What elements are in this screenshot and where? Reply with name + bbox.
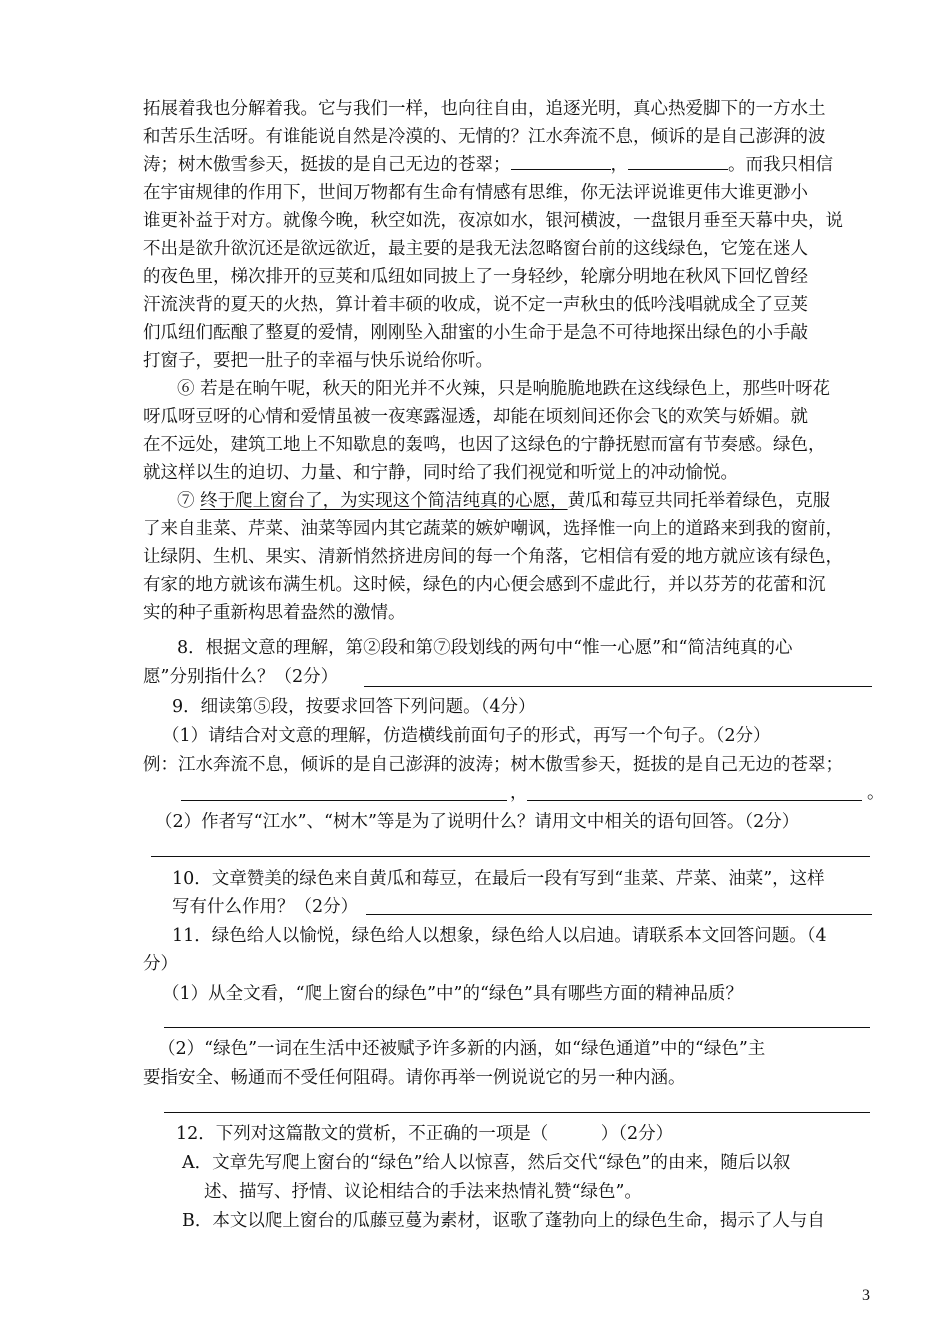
question-9: 9．细读第⑤段，按要求回答下列问题。（4分） bbox=[172, 697, 536, 717]
para6-line: 呀瓜呀豆呀的心情和爱情虽被一夜寒露湿透，却能在顷刻间还你会飞的欢笑与娇媚。就 bbox=[143, 407, 808, 427]
answer-line[interactable] bbox=[364, 686, 872, 687]
para7-text: 黄瓜和莓豆共同托举着绿色，克服 bbox=[567, 491, 831, 511]
para5-line: 不出是欲升欲沉还是欲远欲近，最主要的是我无法忽略窗台前的这线绿色，它笼在迷人 bbox=[143, 239, 808, 259]
para7-line: 了来自韭菜、芹菜、油菜等园内其它蔬菜的嫉妒嘲讽，选择惟一向上的道路来到我的窗前， bbox=[143, 519, 843, 539]
answer-line[interactable] bbox=[164, 1027, 870, 1028]
para5-line: 的夜色里，梯次排开的豆荚和瓜纽如同披上了一身轻纱，轮廓分明地在秋风下回忆曾经 bbox=[143, 267, 808, 287]
para6-line: 在不远处，建筑工地上不知歇息的轰鸣，也因了这绿色的宁静抚慰而富有节奏感。绿色， bbox=[143, 435, 826, 455]
page-number: 3 bbox=[862, 1287, 870, 1304]
para5-line: 和苦乐生活呀。有谁能说自然是冷漠的、无情的？江水奔流不息，倾诉的是自己澎湃的波 bbox=[143, 127, 826, 147]
answer-line[interactable] bbox=[366, 914, 872, 915]
question-11-sub2-cont: 要指安全、畅通而不受任何阻碍。请你再举一例说说它的另一种内涵。 bbox=[143, 1068, 686, 1088]
question-8: 8．根据文意的理解，第②段和第⑦段划线的两句中“惟一心愿”和“简洁纯真的心 bbox=[177, 638, 793, 658]
para5-line: 汗流浃背的夏天的火热，算计着丰硕的收成，说不定一声秋虫的低吟浅唱就成全了豆荚 bbox=[143, 295, 808, 315]
sentence-end: 。 bbox=[867, 783, 885, 803]
para5-line: 谁更补益于对方。就像今晚，秋空如洗，夜凉如水，银河横波，一盘银月垂至天幕中央，说 bbox=[143, 211, 843, 231]
answer-line[interactable] bbox=[527, 800, 862, 801]
para7-line: 让绿阴、生机、果实、清新悄然挤进房间的每一个角落，它相信有爱的地方就应该有绿色， bbox=[143, 547, 843, 567]
para5-line: 们瓜纽们酝酿了整夏的爱情，刚刚坠入甜蜜的小生命于是急不可待地探出绿色的小手敲 bbox=[143, 323, 808, 343]
answer-line[interactable] bbox=[164, 1112, 870, 1113]
para5-line: 拓展着我也分解着我。它与我们一样，也向往自由，追逐光明，真心热爱脚下的一方水土 bbox=[143, 99, 826, 119]
question-9-sub2: （2）作者写“江水”、“树木”等是为了说明什么？请用文中相关的语句回答。（2分） bbox=[155, 812, 800, 832]
underlined-sentence: 终于爬上窗台了，为实现这个简洁纯真的心愿， bbox=[200, 491, 568, 511]
para7-line bbox=[177, 490, 830, 512]
para5-text: 涛；树木傲雪参天，挺拔的是自己无边的苍翠； bbox=[143, 155, 511, 175]
question-9-sub1: （1）请结合对文意的理解，仿造横线前面句子的形式，再写一个句子。（2分） bbox=[162, 726, 771, 746]
option-a-cont: 述、描写、抒情、议论相结合的手法来热情礼赞“绿色”。 bbox=[204, 1182, 642, 1202]
question-11: 11．绿色给人以愉悦，绿色给人以想象，绿色给人以启迪。请联系本文回答问题。（4 bbox=[172, 926, 827, 946]
question-10-cont: 写有什么作用？（2分） bbox=[172, 897, 359, 917]
answer-line[interactable] bbox=[151, 856, 870, 857]
para5-line: 打窗子，要把一肚子的幸福与快乐说给你听。 bbox=[143, 351, 493, 371]
para7-line: 有家的地方就该布满生机。这时候，绿色的内心便会感到不虚此行，并以芬芳的花蕾和沉 bbox=[143, 575, 826, 595]
blank-separator: ， bbox=[610, 155, 628, 175]
question-12: 12．下列对这篇散文的赏析，不正确的一项是（ ）（2分） bbox=[176, 1124, 674, 1144]
question-11-cont: 分） bbox=[143, 954, 178, 974]
para5-text: 。而我只相信 bbox=[728, 155, 833, 175]
para6-line: ⑥ 若是在晌午呢，秋天的阳光并不火辣，只是响脆脆地跌在这线绿色上，那些叶呀花 bbox=[177, 379, 831, 399]
blank-separator: ， bbox=[510, 783, 528, 803]
para7-line: 实的种子重新构思着盎然的激情。 bbox=[143, 603, 406, 623]
fill-blank[interactable] bbox=[628, 154, 728, 170]
question-9-example: 例：江水奔流不息，倾诉的是自己澎湃的波涛；树木傲雪参天，挺拔的是自己无边的苍翠； bbox=[143, 755, 843, 775]
option-b: B．本文以爬上窗台的瓜藤豆蔓为素材，讴歌了蓬勃向上的绿色生命，揭示了人与自 bbox=[182, 1211, 825, 1231]
question-8-cont: 愿”分别指什么？（2分） bbox=[143, 667, 339, 687]
para5-line: 在宇宙规律的作用下，世间万物都有生命有情感有思维，你无法评说谁更伟大谁更渺小 bbox=[143, 183, 808, 203]
option-a: A．文章先写爬上窗台的“绿色”给人以惊喜，然后交代“绿色”的由来，随后以叙 bbox=[182, 1153, 791, 1173]
para6-line: 就这样以生的迫切、力量、和宁静，同时给了我们视觉和听觉上的冲动愉悦。 bbox=[143, 463, 738, 483]
question-10: 10．文章赞美的绿色来自黄瓜和莓豆，在最后一段有写到“韭菜、芹菜、油菜”，这样 bbox=[172, 869, 825, 889]
question-11-sub2: （2）“绿色”一词在生活中还被赋予许多新的内涵，如“绿色通道”中的“绿色”主 bbox=[158, 1039, 766, 1059]
fill-blank[interactable] bbox=[511, 154, 611, 170]
answer-line[interactable] bbox=[181, 800, 507, 801]
para7-number: ⑦ bbox=[177, 491, 201, 511]
question-11-sub1: （1）从全文看，“爬上窗台的绿色”中”的“绿色”具有哪些方面的精神品质？ bbox=[162, 984, 743, 1004]
para5-line-with-blanks bbox=[143, 154, 833, 176]
